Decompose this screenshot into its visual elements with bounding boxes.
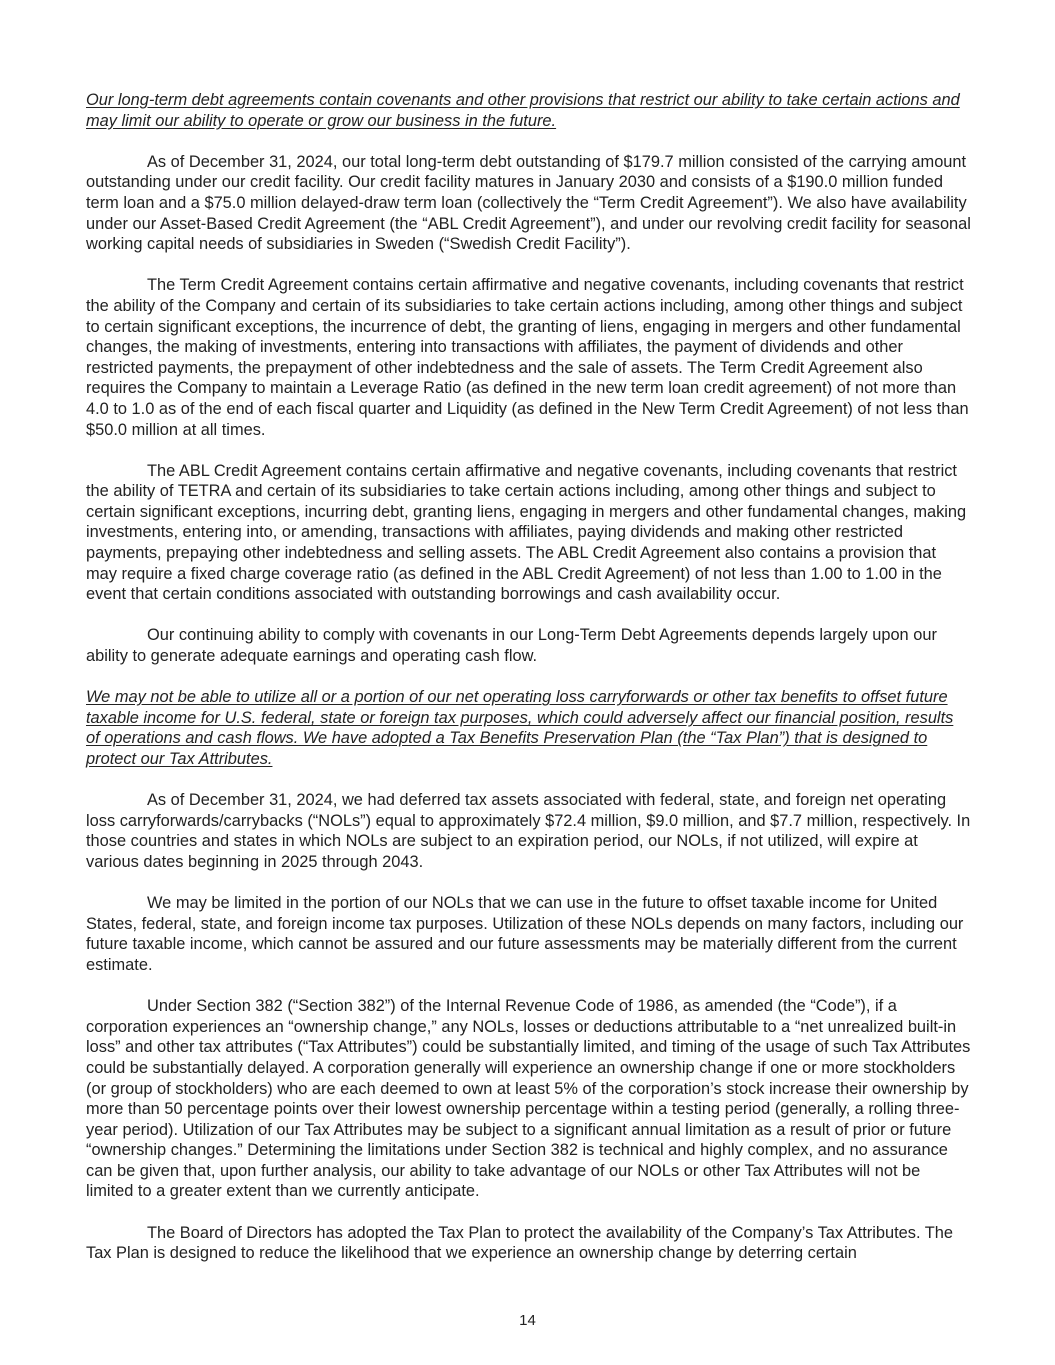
document-page — [86, 90, 971, 1284]
risk-section-tax-attributes — [86, 687, 971, 1264]
body-paragraph: The Board of Directors has adopted the Tax Plan to protect the availability of the Company’s Tax Attributes. The Tax Plan is designed to reduce the likelihood that we experience an ownership change by deterring certain — [86, 1223, 954, 1263]
body-paragraph: We may be limited in the portion of our NOLs that we can use in the future to offset taxable income for United States, federal, state, and foreign income tax purposes. Utilization of these NOLs depends on many factors, including our future taxable income, which cannot be assured and our future assessments may be materially different from the current estimate. — [86, 894, 964, 974]
risk-section-debt-covenants — [86, 90, 971, 667]
page-number: 14 — [519, 1312, 536, 1329]
section-heading: Our long-term debt agreements contain covenants and other provisions that restrict our ability to take certain actions and may limit our ability to operate or grow our business in the future. — [86, 91, 960, 130]
body-paragraph: The Term Credit Agreement contains certain affirmative and negative covenants, including covenants that restrict the ability of the Company and certain of its subsidiaries to take certain actions including, among other things and subject to certain significant exceptions, the incurrence of debt, the granting of liens, engaging in mergers and other fundamental changes, the making of investments, entering into transactions with affiliates, the payment of dividends and other restricted payments, the prepayment of other indebtedness and the sale of assets. The Term Credit Agreement also requires the Company to maintain a Leverage Ratio (as defined in the new term loan credit agreement) of not more than 4.0 to 1.0 as of the end of each fiscal quarter and Liquidity (as defined in the New Term Credit Agreement) of not less than $50.0 million at all times. — [86, 276, 969, 439]
body-paragraph: The ABL Credit Agreement contains certain affirmative and negative covenants, including covenants that restrict the ability of TETRA and certain of its subsidiaries to take certain actions including, among other things and subject to certain significant exceptions, incurring debt, granting liens, engaging in mergers and other fundamental changes, making investments, entering into, or amending, transactions with affiliates, paying dividends and making other restricted payments, prepaying other indebtedness and selling assets. The ABL Credit Agreement also contains a provision that may require a fixed charge coverage ratio (as defined in the ABL Credit Agreement) of not less than 1.00 to 1.00 in the event that certain conditions associated with outstanding borrowings and cash availability occur. — [86, 461, 967, 604]
body-paragraph: Our continuing ability to comply with covenants in our Long-Term Debt Agreements depends largely upon our ability to generate adequate earnings and operating cash flow. — [86, 626, 937, 666]
section-heading: We may not be able to utilize all or a portion of our net operating loss carryforwards or other tax benefits to offset future taxable income for U.S. federal, state or foreign tax purposes, which could adversely affect our financial position, results of operations and cash flows. We have adopted a Tax Benefits Preservation Plan (the “Tax Plan”) that is designed to protect our Tax Attributes. — [86, 688, 954, 768]
body-paragraph: As of December 31, 2024, we had deferred tax assets associated with federal, state, and foreign net operating loss carryforwards/carrybacks (“NOLs”) equal to approximately $72.4 million, $9.0 million, and $7.7 million, respectively. In those countries and states in which NOLs are subject to an expiration period, our NOLs, if not utilized, will expire at various dates beginning in 2025 through 2043. — [86, 791, 971, 871]
body-paragraph: As of December 31, 2024, our total long-term debt outstanding of $179.7 million consisted of the carrying amount outstanding under our credit facility. Our credit facility matures in January 2030 and consists of a $190.0 million funded term loan and a $75.0 million delayed-draw term loan (collectively the “Term Credit Agreement”). We also have availability under our Asset-Based Credit Agreement (the “ABL Credit Agreement”), and under our revolving credit facility for seasonal working capital needs of subsidiaries in Sweden (“Swedish Credit Facility”). — [86, 152, 971, 254]
body-paragraph: Under Section 382 (“Section 382”) of the Internal Revenue Code of 1986, as amended (the “Code”), if a corporation experiences an “ownership change,” any NOLs, losses or deductions attributable to a “net unrealized built-in loss” and other tax attributes (“Tax Attributes”) could be substantially limited, and timing of the usage of such Tax Attributes could be substantially delayed. A corporation generally will experience an ownership change if one or more stockholders (or group of stockholders) who are each deemed to own at least 5% of the corporation’s stock increase their ownership by more than 50 percentage points over their lowest ownership percentage within a testing period (generally, a rolling three-year period). Utilization of our Tax Attributes may be subject to a significant annual limitation as a result of prior or future “ownership changes.” Determining the limitations under Section 382 is technical and highly complex, and no assurance can be given that, upon further analysis, our ability to take advantage of our NOLs or other Tax Attributes will not be limited to a greater extent than we currently anticipate. — [86, 997, 971, 1201]
